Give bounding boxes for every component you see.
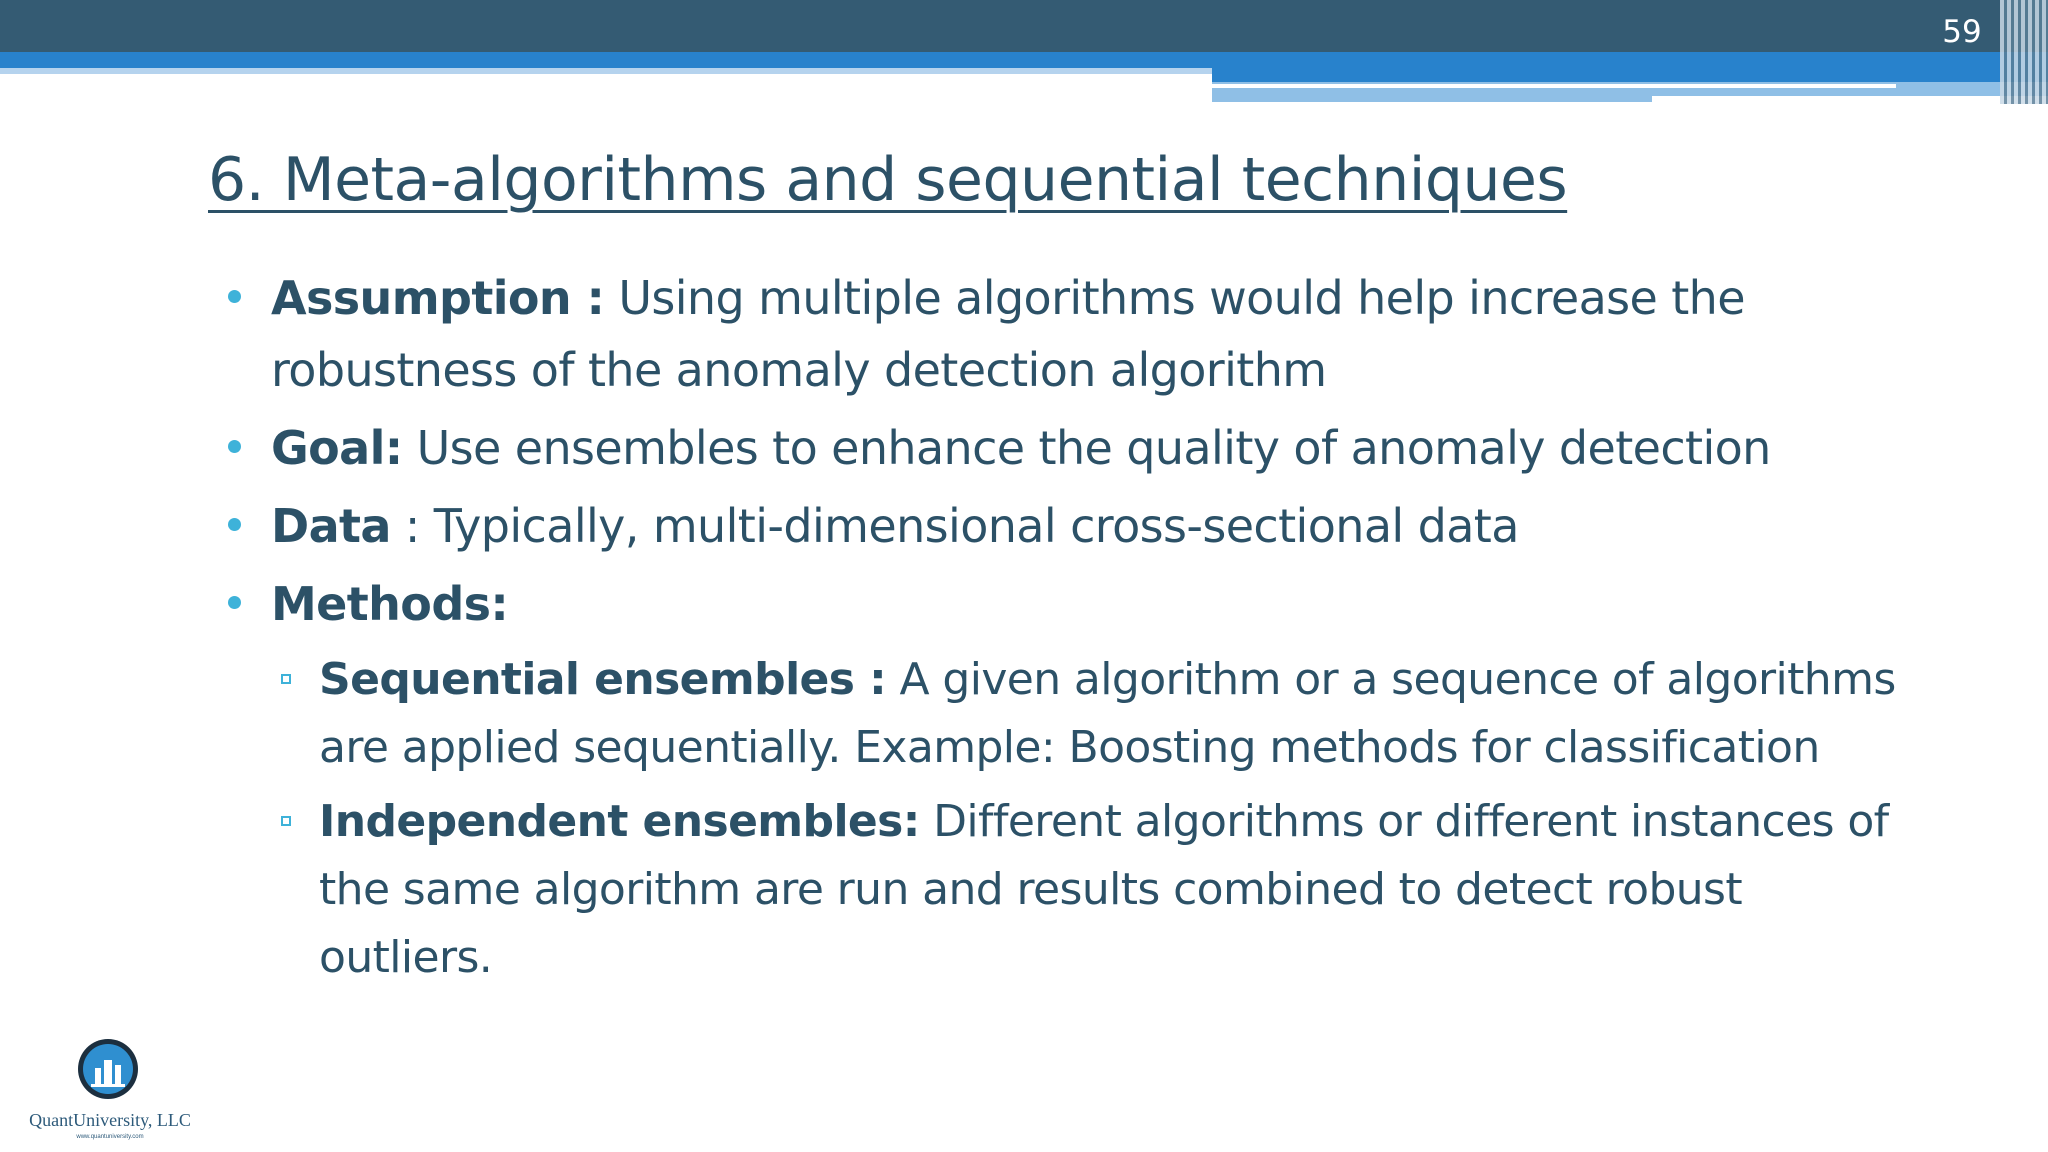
bullet-data <box>228 490 1928 562</box>
bullet-dot-icon <box>228 290 241 303</box>
building-chart-icon <box>77 1038 139 1100</box>
logo-name: QuantUniversity, LLC <box>29 1110 191 1130</box>
sub-bullet-text: A given algorithm or a sequence of algorithms are applied sequentially. Example: Boosting methods for classification <box>319 654 1896 773</box>
bullet-dot-icon <box>228 518 241 531</box>
slide-title: 6. Meta-algorithms and sequential techniques <box>208 145 1568 215</box>
sub-bullet-label: Sequential ensembles : <box>319 654 887 705</box>
page-number: 59 <box>1942 14 1982 50</box>
bullet-goal <box>228 412 1928 484</box>
banner-stripe-left <box>0 52 1212 68</box>
top-banner <box>0 0 2048 52</box>
bullet-label: Assumption : <box>271 271 605 325</box>
banner-divider <box>1212 84 1896 88</box>
sub-bullet-independent <box>271 788 1928 992</box>
logo-url: www.quantuniversity.com <box>76 1134 144 1140</box>
banner-accent-left <box>0 68 1212 74</box>
sub-bullet-label: Independent ensembles: <box>319 796 920 847</box>
bullet-methods <box>228 568 1928 640</box>
methods-sub-list <box>271 646 1928 992</box>
bullet-label: Methods: <box>271 577 509 631</box>
bullet-list <box>228 262 1928 998</box>
bullet-text: Using multiple algorithms would help increase the robustness of the anomaly detection algorithm <box>271 271 1745 397</box>
edge-stripes <box>2000 0 2048 104</box>
banner-stripe-right <box>1212 52 2048 82</box>
company-logo <box>20 1034 200 1144</box>
bullet-text: : Typically, multi-dimensional cross-sectional data <box>390 499 1519 553</box>
bullet-assumption <box>228 262 1928 406</box>
bullet-text: Use ensembles to enhance the quality of anomaly detection <box>402 421 1771 475</box>
bullet-dot-icon <box>228 440 241 453</box>
bullet-label: Goal: <box>271 421 403 475</box>
sub-bullet-square-icon <box>281 816 291 826</box>
sub-bullet-square-icon <box>281 674 291 684</box>
sub-bullet-text: Different algorithms or different instances of the same algorithm are run and results combined to detect robust outliers. <box>319 796 1889 983</box>
sub-bullet-sequential <box>271 646 1928 782</box>
bullet-label: Data <box>271 499 391 553</box>
banner-step <box>1652 96 2048 104</box>
bullet-dot-icon <box>228 596 241 609</box>
